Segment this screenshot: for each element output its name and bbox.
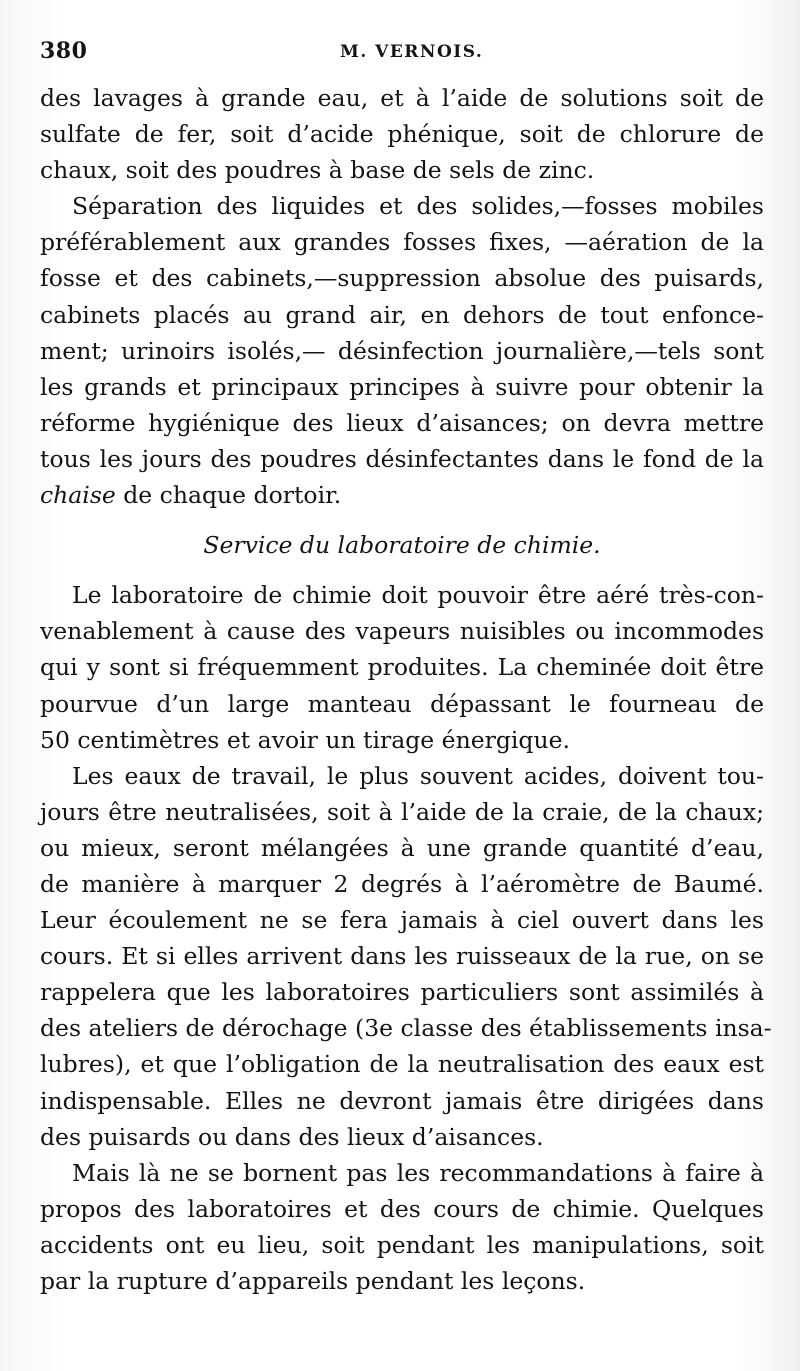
text-line: des lavages à grande eau, et à l’aide de solutions soit de bbox=[40, 84, 764, 112]
text-line: indispensable. Elles ne devront jamais être dirigées dans bbox=[40, 1086, 764, 1115]
text-line: venablement à cause des vapeurs nuisibles ou incommodes bbox=[40, 617, 764, 646]
text-line: préférablement aux grandes fosses fixes, —aération de la bbox=[40, 228, 764, 257]
text-line: réforme hygiénique des lieux d’aisances; on devra mettre bbox=[40, 408, 764, 437]
line-rest: de chaque dortoir. bbox=[115, 481, 342, 510]
text-line: cours. Et si elles arrivent dans les ruisseaux de la rue, on se bbox=[40, 942, 764, 971]
text-line: rappelera que les laboratoires particuliers sont assimilés à bbox=[40, 978, 764, 1007]
text-line: propos des laboratoires et des cours de chimie. Quelques bbox=[40, 1194, 764, 1223]
text-line: pourvue d’un large manteau dépassant le fourneau de bbox=[40, 689, 764, 718]
text-line: cabinets placés au grand air, en dehors de tout enfonce- bbox=[40, 300, 764, 329]
text-line: Le laboratoire de chimie doit pouvoir être aéré très-con- bbox=[72, 581, 764, 610]
text-line: lubres), et que l’obligation de la neutralisation des eaux est bbox=[40, 1050, 764, 1079]
text-line: les grands et principaux principes à suivre pour obtenir la bbox=[40, 372, 764, 401]
text-line: de manière à marquer 2 degrés à l’aéromètre de Baumé. bbox=[40, 869, 764, 898]
page-number: 380 bbox=[40, 38, 88, 64]
text-line: par la rupture d’appareils pendant les leçons. bbox=[40, 1267, 586, 1295]
paragraph-3 bbox=[40, 577, 764, 757]
paragraph-5 bbox=[40, 1155, 764, 1299]
text-line: 50 centimètres et avoir un tirage énergique. bbox=[40, 725, 570, 754]
text-line: Mais là ne se bornent pas les recommandations à faire à bbox=[72, 1158, 764, 1187]
text-line: Leur écoulement ne se fera jamais à ciel ouvert dans les bbox=[40, 906, 764, 935]
paragraph-4 bbox=[40, 758, 772, 1155]
text-line: jours être neutralisées, soit à l’aide de la craie, de la chaux; bbox=[40, 797, 764, 826]
running-head: M. VERNOIS. bbox=[340, 42, 484, 62]
body-text bbox=[40, 80, 772, 1299]
text-line: fosse et des cabinets,—suppression absolue des puisards, bbox=[40, 264, 764, 293]
italic-word: chaise bbox=[40, 481, 116, 510]
text-line: accidents ont eu lieu, soit pendant les manipulations, soit bbox=[40, 1230, 764, 1259]
text-line: qui y sont si fréquemment produites. La cheminée doit être bbox=[40, 653, 764, 682]
text-line: ou mieux, seront mélangées à une grande quantité d’eau, bbox=[40, 833, 764, 862]
text-line: sulfate de fer, soit d’acide phénique, soit de chlorure de bbox=[40, 120, 764, 149]
text-line: Séparation des liquides et des solides,—fosses mobiles bbox=[72, 192, 764, 221]
paragraph-2 bbox=[40, 188, 764, 513]
text-line: des puisards ou dans des lieux d’aisances. bbox=[40, 1122, 544, 1151]
section-heading: Service du laboratoire de chimie. bbox=[203, 531, 601, 560]
page-header bbox=[40, 38, 760, 72]
text-line: chaux, soit des poudres à base de sels de zinc. bbox=[40, 156, 595, 185]
text-line: tous les jours des poudres désinfectantes dans le fond de la bbox=[40, 444, 764, 473]
text-line: ment; urinoirs isolés,— désinfection journalière,—tels sont bbox=[40, 336, 764, 365]
paragraph-1 bbox=[40, 80, 764, 188]
text-line bbox=[40, 477, 764, 513]
text-line: des ateliers de dérochage (3e classe des établissements insa- bbox=[40, 1014, 772, 1043]
text-line: Les eaux de travail, le plus souvent acides, doivent tou- bbox=[72, 761, 764, 790]
